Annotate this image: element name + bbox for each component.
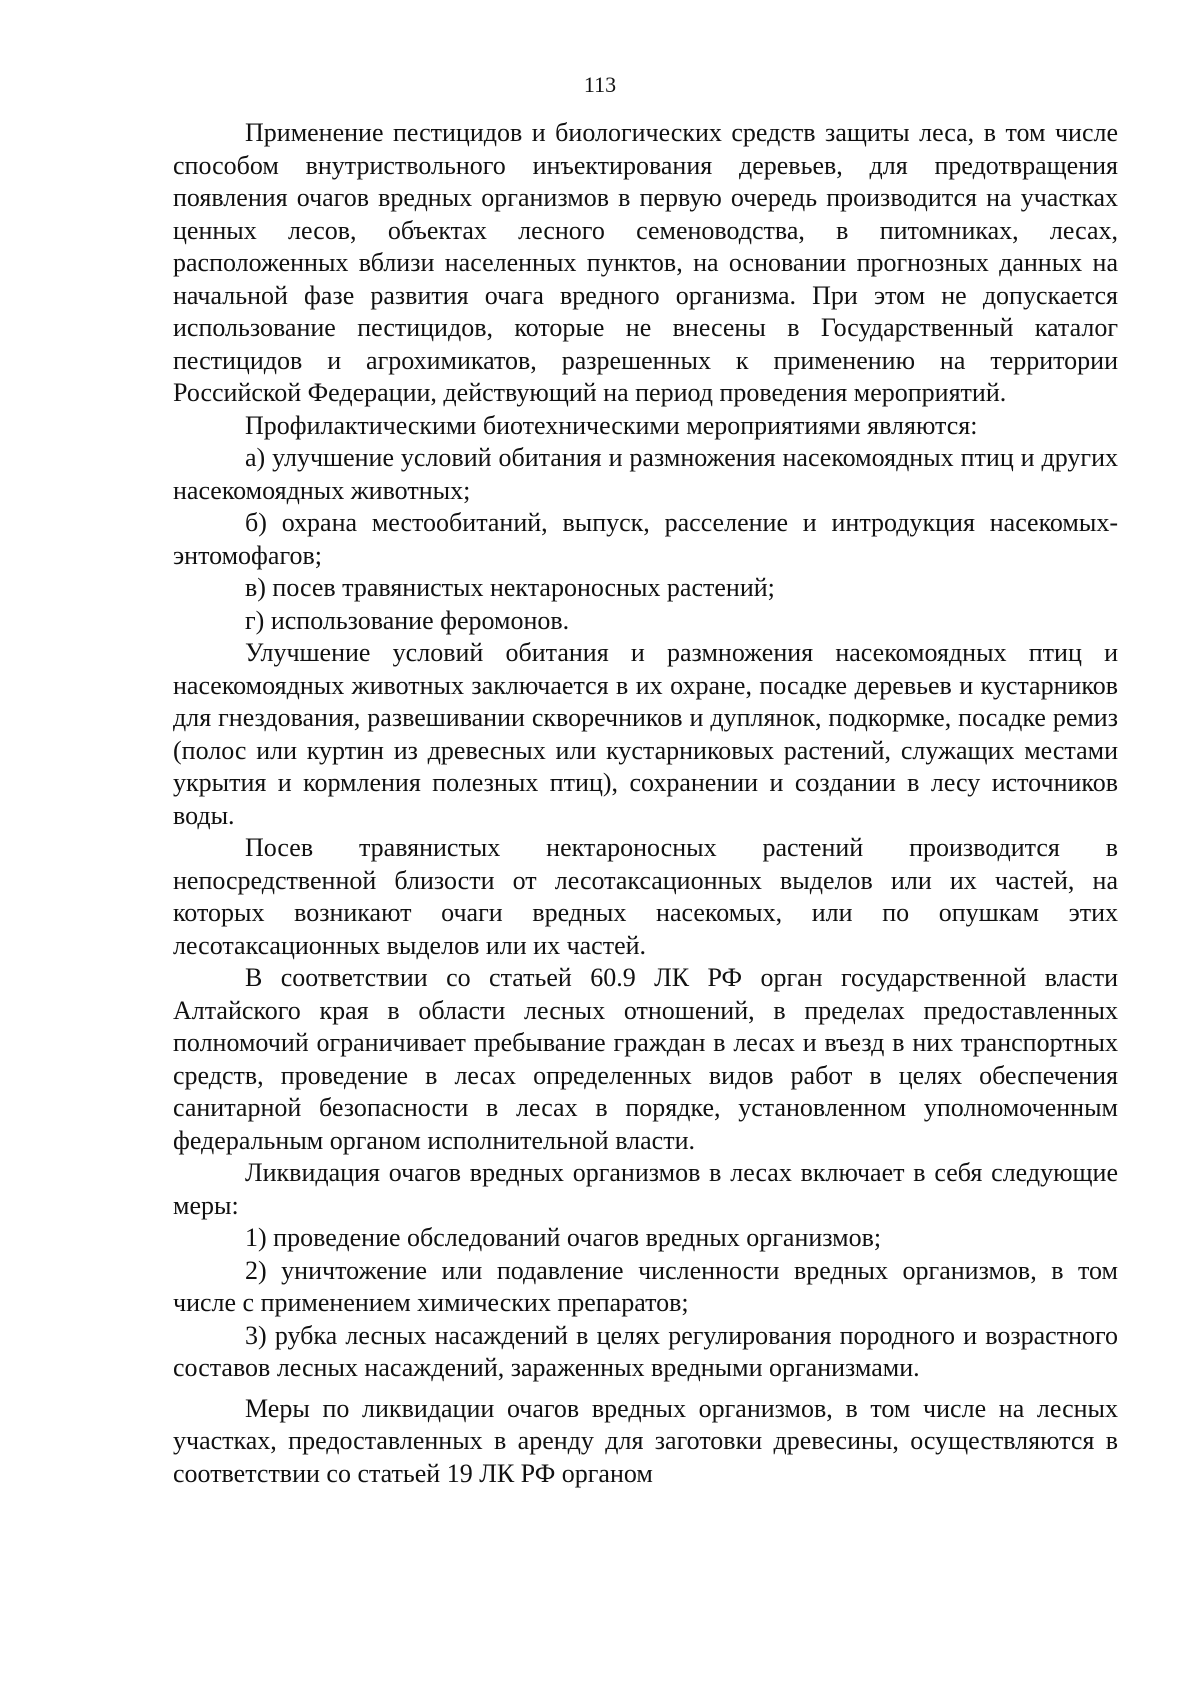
list-item: г) использование феромонов. (245, 605, 570, 635)
page-number: 113 (583, 72, 617, 97)
paragraph: В соответствии со статьей 60.9 ЛК РФ орган государственной власти Алтайского края в области лесных отношений, в пределах предоставленных полномочий ограничивает пребывание граждан в лесах и въезд в них транспортных средств, проведение в лесах определенных видов работ в целях обеспечения санитарной безопасности в лесах в порядке, установленном уполномоченным федеральным органом исполнительной власти. (173, 963, 1118, 1155)
document-body (173, 117, 1118, 1490)
list-item: 2) уничтожение или подавление численности вредных организмов, в том числе с применением химических препаратов; (173, 1255, 1118, 1317)
paragraph: Ликвидация очагов вредных организмов в лесах включает в себя следующие меры: (173, 1158, 1118, 1220)
paragraph: Профилактическими биотехническими мероприятиями являются: (245, 410, 978, 440)
list-item: 1) проведение обследований очагов вредных организмов; (245, 1223, 882, 1252)
paragraph: Посев травянистых нектароносных растений производится в непосредственной близости от лесотаксационных выделов или их частей, на которых возникают очаги вредных насекомых, или по опушкам этих лесотаксационных выделов или их частей. (173, 833, 1118, 960)
list-item: 3) рубка лесных насаждений в целях регулирования породного и возрастного составов лесных насаждений, зараженных вредными организмами. (173, 1320, 1118, 1382)
list-item: а) улучшение условий обитания и размножения насекомоядных птиц и других насекомоядных животных; (173, 443, 1118, 505)
paragraph: Меры по ликвидации очагов вредных организмов, в том числе на лесных участках, предоставленных в аренду для заготовки древесины, осуществляются в соответствии со статьей 19 ЛК РФ органом (173, 1393, 1118, 1488)
paragraph: Применение пестицидов и биологических средств защиты леса, в том числе способом внутриствольного инъектирования деревьев, для предотвращения появления очагов вредных организмов в первую очередь производится на участках ценных лесов, объектах лесного семеноводства, в питомниках, лесах, расположенных вблизи населенных пунктов, на основании прогнозных данных на начальной фазе развития очага вредного организма. При этом не допускается использование пестицидов, которые не внесены в Государственный каталог пестицидов и агрохимикатов, разрешенных к применению на территории Российской Федерации, действующий на период проведения мероприятий. (173, 118, 1118, 407)
paragraph: Улучшение условий обитания и размножения насекомоядных птиц и насекомоядных животных заключается в их охране, посадке деревьев и кустарников для гнездования, развешивании скворечников и дуплянок, подкормке, посадке ремиз (полос или куртин из древесных или кустарниковых растений, служащих местами укрытия и кормления полезных птиц), сохранении и создании в лесу источников воды. (173, 638, 1118, 830)
list-item: в) посев травянистых нектароносных растений; (245, 573, 775, 602)
list-item: б) охрана местообитаний, выпуск, расселение и интродукция насекомых-энтомофагов; (173, 508, 1118, 570)
